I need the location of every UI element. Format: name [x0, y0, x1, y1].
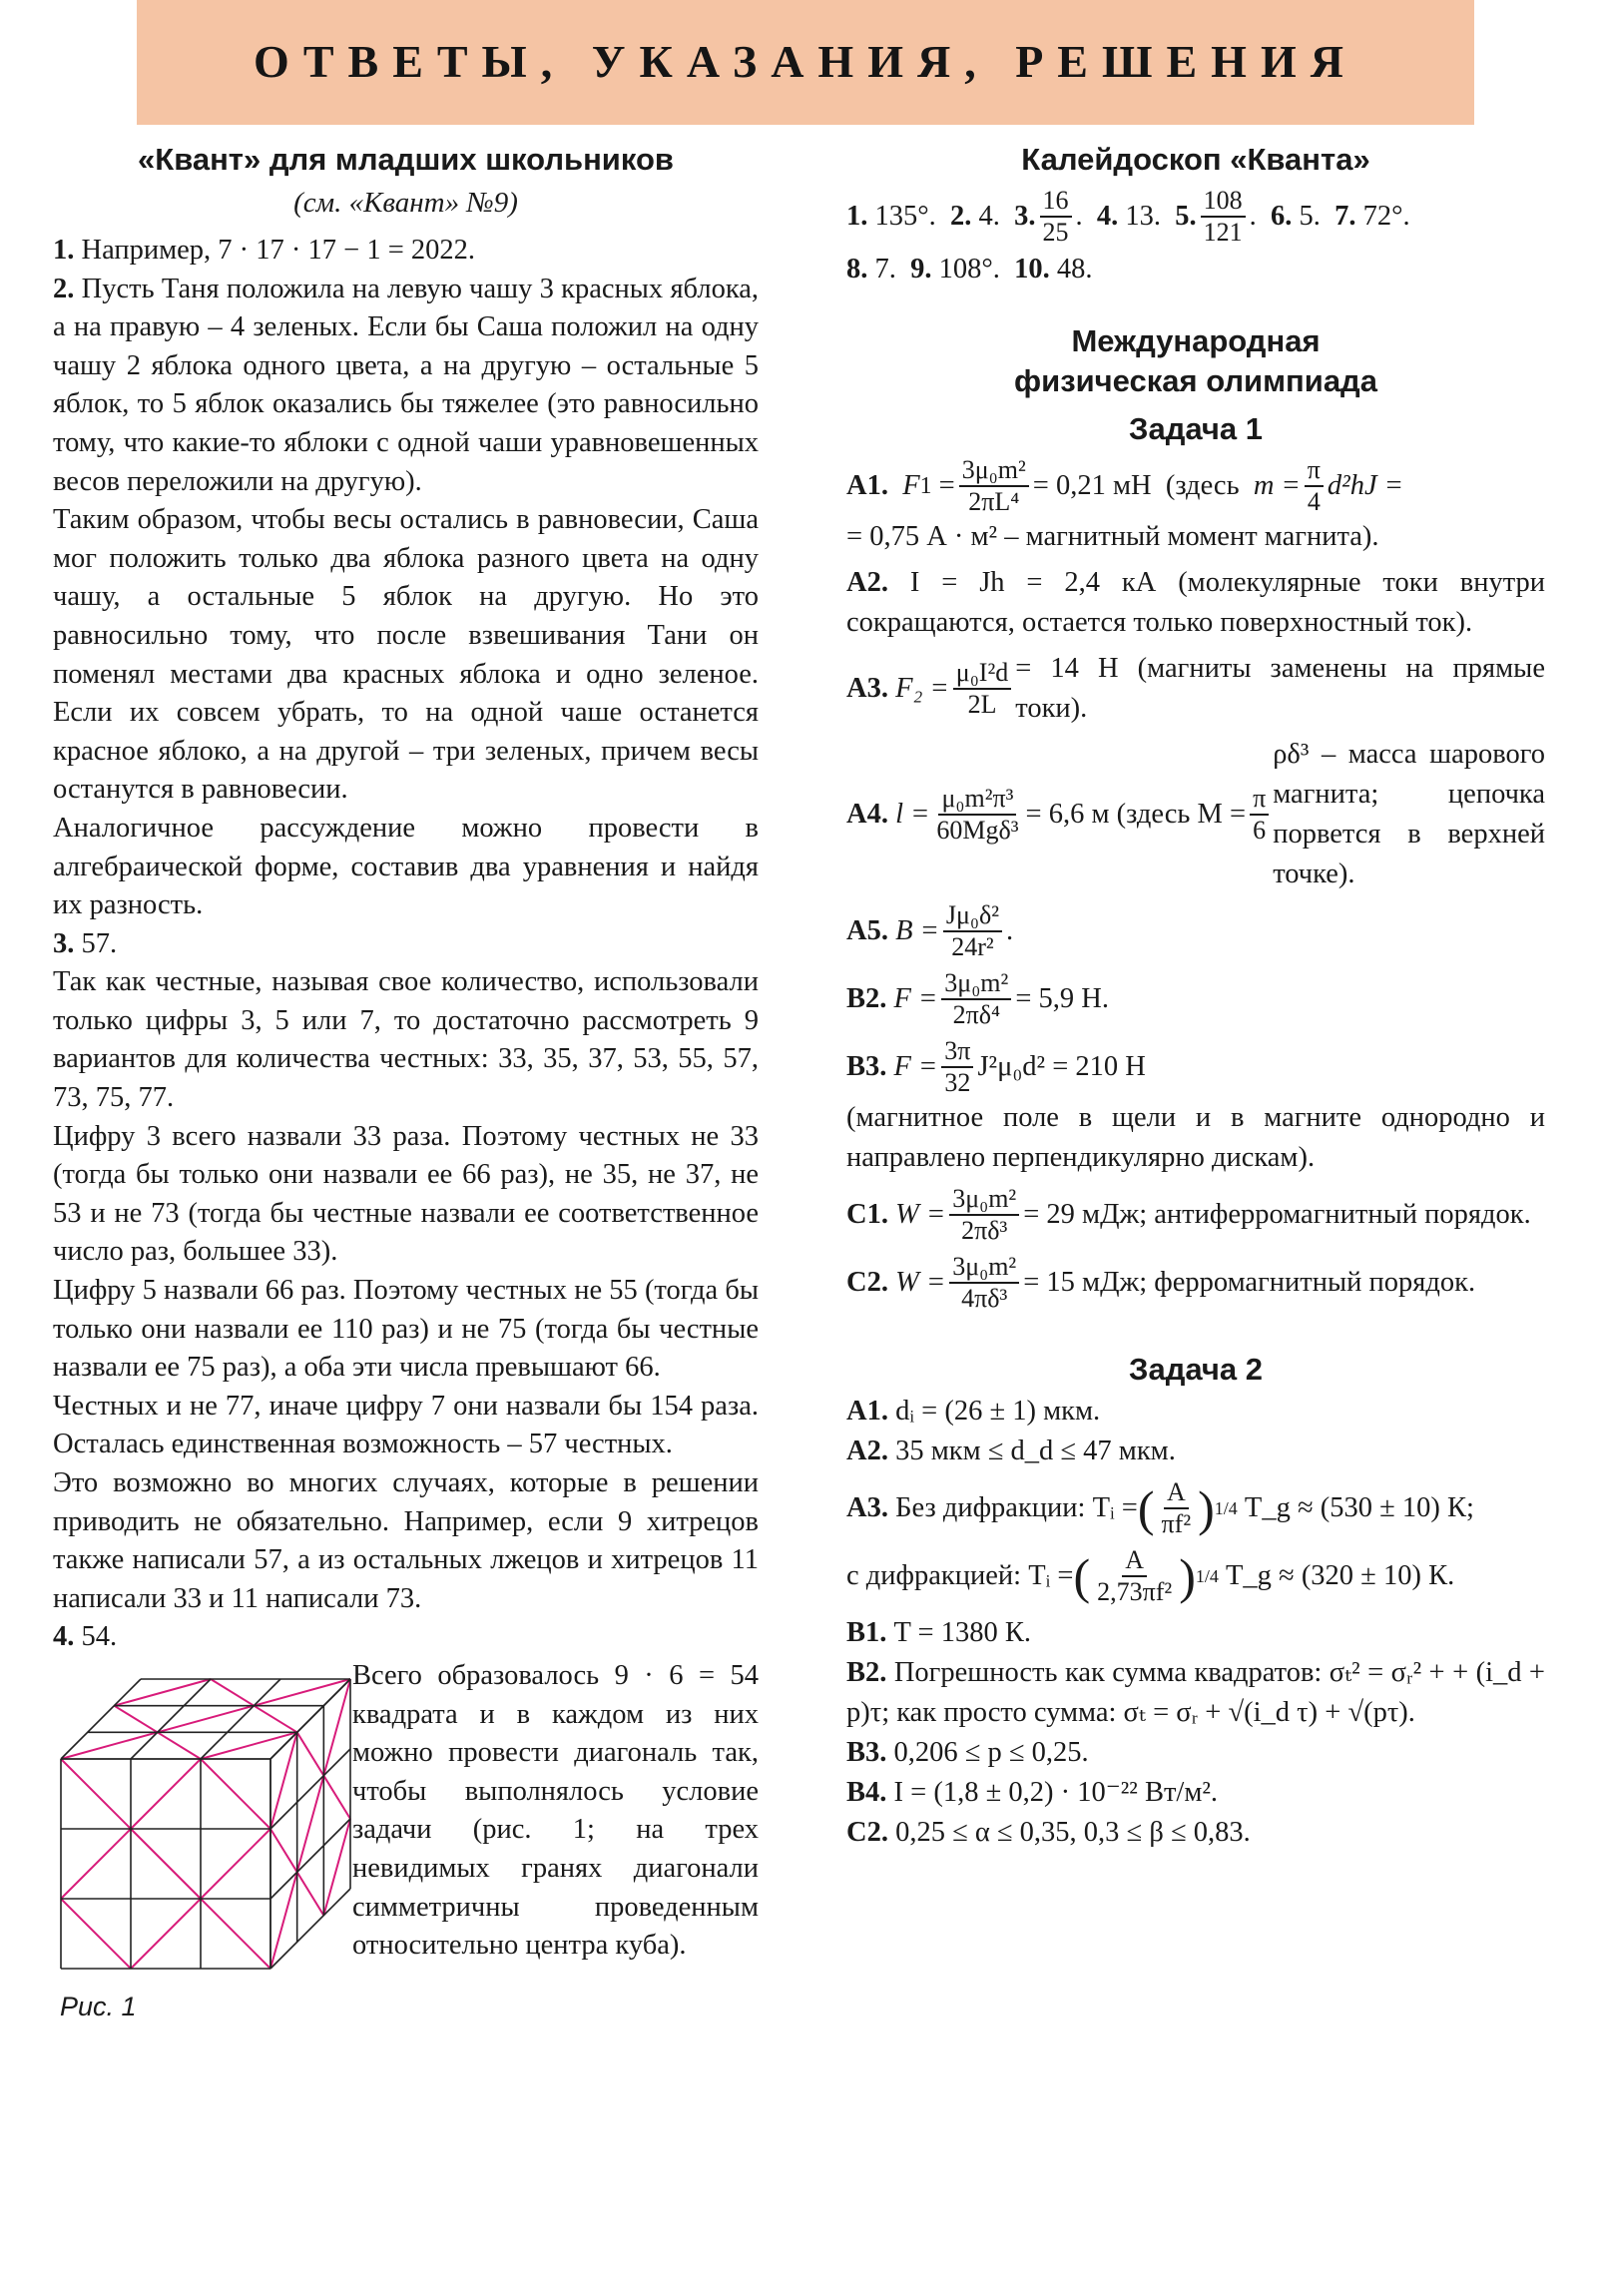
task2-a3-line2: с дифракцией: Tᵢ = ( $\frac{A}{\text{2,73πf²}}$ ) 1/4 T_g ≈ (320 ± 10) К. [846, 1545, 1455, 1606]
cube-line [61, 1899, 131, 1969]
paragraph-text: Аналогичное рассуждение можно провести в алгебраической форме, составив два уравнения и найдя их разность. [53, 812, 759, 921]
cube-line [114, 1706, 157, 1733]
task2-c2: C2. 0,25 ≤ α ≤ 0,35, 0,3 ≤ β ≤ 0,83. [846, 1817, 1251, 1848]
answer-number: 2. [53, 273, 75, 304]
figure-caption: Рис. 1 [60, 1991, 137, 2021]
left-paragraphs [53, 232, 759, 1657]
left-paragraph [53, 963, 759, 1117]
left-paragraph [53, 232, 759, 271]
page-title: ОТВЕТЫ, УКАЗАНИЯ, РЕШЕНИЯ [254, 36, 1357, 87]
task1-a2: A2. I = Jh = 2,4 кА (молекулярные токи внутри сокращаются, остается только поверхностный ток). [846, 567, 1545, 638]
cube-line [323, 1776, 350, 1819]
cube-line [131, 1829, 201, 1899]
task1-a4: A4. l = $\frac{\text{μ₀m²π³}}{\text{60Mgδ³}}$ = 6,6 м (здесь M = $\frac{\pi}{6}$ ρδ³ – масса шарового магнита; цепочка порвется в верхней точке). [846, 739, 1545, 889]
task1-a5: A5. B = $\frac{\text{Jμ₀δ²}}{\text{24r²}}$ . [846, 900, 1014, 961]
paragraph-text: Цифру 3 всего назвали 33 раза. Поэтому честных не 33 (тогда бы только они назвали ее 66 раз), не 35, не 37, не 53 и не 73 (тогда бы честные назвали ее соответственное число раз, большее 33). [53, 1120, 759, 1268]
paragraph-text: 54. [81, 1621, 118, 1653]
cube-line [61, 1759, 131, 1829]
answer-number: 1. [53, 235, 75, 266]
figure-block [53, 1657, 759, 2046]
task2-b1: B1. T = 1380 К. [846, 1617, 1031, 1648]
cube-line [201, 1759, 270, 1829]
olympiad-title-1: Международная [1071, 323, 1321, 358]
cube-line [158, 1706, 255, 1733]
task1-b3: B3. F = $\frac{3\pi}{32}$ J²μ₀d² = 210 Н (магнитное поле в щели и в магните однородно и направлено перпендикулярно дискам). [846, 1036, 1545, 1173]
task1-a1: A1. F 1 = $\frac{\text{3μ₀m²}}{\text{2πL⁴}}$ = 0,21 мН (здесь m = $\frac{\pi}{4}$ d²hJ = = 0,75 А · м² – магнитный момент магнита). [846, 455, 1403, 552]
paragraph-text: Пусть Таня положила на левую чашу 3 красных яблока, а на правую – 4 зеленых. Если бы Саша положил на одну чашу 2 яблока одного цвета, а на другую – остальные 5 яблок, то 5 яблок оказались бы тяжелее (это равносильно тому, что какие-то яблоки с одной чаши уравновешенных весов переложили на другую). [53, 273, 760, 497]
cube-line [323, 1819, 350, 1916]
paragraph-text: Честных и не 77, иначе цифру 7 они назвали бы 154 раза. Осталась единственная возможность – 57 честных. [53, 1390, 759, 1460]
left-section-title: «Квант» для младших школьников [138, 142, 674, 177]
cube-line [114, 1679, 211, 1706]
task1-c1: C1. W = $\frac{\text{3μ₀m²}}{\text{2πδ³}}$ = 29 мДж; антиферромагнитный порядок. [846, 1184, 1531, 1245]
left-column [53, 140, 759, 2046]
task2-a2: A2. 35 мкм ≤ d_d ≤ 47 мкм. [846, 1435, 1176, 1466]
cube-line [201, 1732, 297, 1759]
left-paragraph [53, 271, 759, 502]
paragraph-text: Таким образом, чтобы весы остались в равновесии, Саша мог положить только два яблока разного цвета на одну чашу, а остальные 5 яблок на другую. Но это равносильно тому, что после взвешивания Тани он поменял местами два красных яблока и одно зеленое. Если их совсем убрать, то на одной чаше останется красное яблоко, а на другой – три зеленых, причем весы останутся в равновесии. [53, 504, 759, 806]
header-banner [137, 0, 1474, 125]
left-paragraph [53, 1618, 759, 1657]
left-paragraph [53, 1272, 759, 1388]
olympiad-title-2: физическая олимпиада [1014, 363, 1377, 398]
task2-b3: B3. 0,206 ≤ p ≤ 0,25. [846, 1737, 1089, 1768]
cube-line [61, 1732, 158, 1759]
task1-a3: A3. F₂ = $\frac{\text{μ₀I²d}}{2L}$ = 14 Н (магниты заменены на прямые токи). [846, 653, 1545, 724]
left-paragraph [53, 501, 759, 810]
paragraph-text: Это возможно во многих случаях, которые в решении приводить не обязательно. Например, если 9 хитрецов также написали 57, а из остальных лжецов и хитрецов 11 написали 33 и 11 написали 73. [53, 1467, 759, 1614]
kaleidoscope-answers-2: 8. 7. 9. 108°. 10. 48. [846, 254, 1093, 285]
cube-line [201, 1829, 270, 1899]
cube-line [297, 1732, 324, 1775]
task1-c2: C2. W = $\frac{\text{3μ₀m²}}{\text{4πδ³}}$ = 15 мДж; ферромагнитный порядок. [846, 1252, 1476, 1313]
left-section-subtitle: (см. «Квант» №9) [293, 187, 518, 219]
task1-title: Задача 1 [1129, 411, 1263, 446]
cube-line [158, 1732, 201, 1759]
task2-a1: A1. dᵢ = (26 ± 1) мкм. [846, 1396, 1101, 1427]
task2-b2: B2. Погрешность как сумма квадратов: σₜ² = σᵣ² + + (i_d + p)τ; как просто сумма: σₜ = σᵣ + √(i_d τ) + √(pτ). [846, 1657, 1545, 1728]
left-paragraph [53, 1118, 759, 1272]
cube-line [131, 1759, 201, 1829]
answer-number: 4. [53, 1621, 75, 1653]
cube-line [131, 1899, 201, 1969]
left-paragraph [53, 925, 759, 964]
cube-line [211, 1679, 254, 1706]
left-paragraph [53, 810, 759, 925]
kaleidoscope-title: Калейдоскоп «Кванта» [1021, 142, 1370, 177]
cube-figure [53, 1667, 357, 1982]
paragraph-text: Так как честные, называя свое количество, использовали только цифры 3, 5 или 7, то достаточно рассмотреть 9 вариантов для количества честных: 33, 35, 37, 53, 55, 57, 73, 75, 77. [53, 966, 759, 1114]
task1-b2: B2. F = $\frac{\text{3μ₀m²}}{\text{2πδ⁴}}$ = 5,9 Н. [846, 968, 1109, 1029]
paragraph-text: 57. [81, 927, 118, 959]
left-paragraph [53, 1464, 759, 1618]
cube-line [270, 1872, 297, 1969]
kaleidoscope-answers-1: 1. 135°. 2. 4. 3. $\frac{16}{25}$ . 4. 13. 5. $\frac{108}{121}$ . 6. 5. 7. 72°. [846, 186, 1410, 247]
cube-line [201, 1899, 270, 1969]
answer-number: 3. [53, 927, 75, 959]
cube-line [323, 1679, 350, 1776]
task2-b4: B4. I = (1,8 ± 0,2) · 10⁻²² Вт/м². [846, 1777, 1219, 1808]
paragraph-text: Цифру 5 назвали 66 раз. Поэтому честных не 55 (тогда бы только они назвали ее 110 раз) и не 75 (тогда бы честные назвали ее 75 раз), а оба эти числа превышают 66. [53, 1275, 759, 1384]
task2-a3-line1: A3. Без дифракции: Tᵢ = ( $\frac{A}{\text{πf²}}$ ) 1/4 T_g ≈ (530 ± 10) К; [846, 1477, 1474, 1538]
cube-line [297, 1776, 324, 1873]
cube-line [270, 1829, 297, 1872]
task2-title: Задача 2 [1129, 1352, 1263, 1387]
cube-line [254, 1679, 350, 1706]
figure-text: Всего образовалось 9 · 6 = 54 квадрата и в каждом из них можно провести диагональ так, чтобы выполнялось условие задачи (рис. 1; на трех невидимых гранях диагонали симметричны проведенным относительно центра куба). [352, 1659, 759, 1962]
left-paragraph [53, 1388, 759, 1464]
cube-line [270, 1732, 297, 1829]
cube-line [297, 1872, 324, 1915]
paragraph-text: Например, 7 · 17 · 17 − 1 = 2022. [81, 235, 476, 266]
cube-line [254, 1706, 296, 1733]
cube-line [61, 1829, 131, 1899]
right-column [846, 140, 1545, 1853]
